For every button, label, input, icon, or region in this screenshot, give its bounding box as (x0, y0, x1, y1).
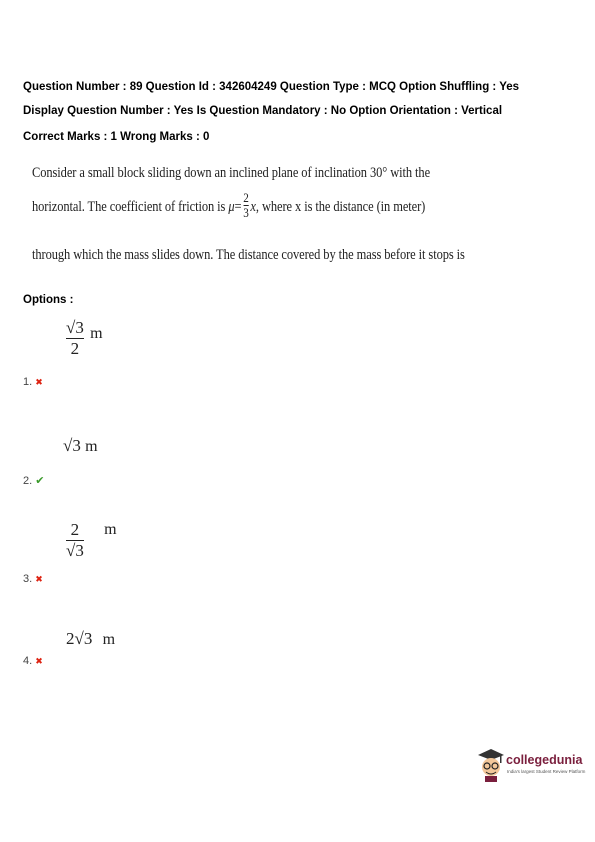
question-line-2-end: , where x is the distance (in meter) (255, 198, 426, 215)
friction-fraction (243, 191, 249, 220)
mu-symbol: μ (228, 198, 235, 215)
question-meta-line-2: Display Question Number : Yes Is Question Mandatory : No Option Orientation : Vertical (23, 105, 503, 117)
equals-sign: = (234, 198, 242, 215)
option-3-number: 3. (23, 573, 33, 585)
option-1-number: 1. (23, 376, 33, 388)
option-1-value (64, 318, 103, 359)
option-4-value (66, 629, 115, 649)
option-1-fraction (66, 318, 84, 359)
collegedunia-logo (476, 745, 586, 785)
option-1-label (23, 376, 43, 388)
correct-check-icon: ✔ (35, 475, 45, 487)
logo-tagline: India's largest Student Review Platform (507, 769, 586, 774)
option-2-number: 2. (23, 475, 33, 487)
option-3-label (23, 573, 43, 585)
logo-name: collegedunia (506, 753, 583, 767)
option-3-value (64, 520, 117, 561)
wrong-x-icon: ✖ (35, 574, 43, 584)
question-meta-line-1: Question Number : 89 Question Id : 342604249 Question Type : MCQ Option Shuffling : Yes (23, 81, 520, 93)
option-2-text: √3 (63, 436, 81, 455)
wrong-x-icon: ✖ (35, 656, 43, 666)
option-3-denominator: √3 (66, 541, 84, 560)
wrong-x-icon: ✖ (35, 377, 43, 387)
option-2-unit: m (85, 438, 98, 455)
graduate-mascot-icon (476, 745, 506, 783)
option-1-numerator: √3 (66, 318, 84, 337)
fraction-numerator: 2 (243, 190, 249, 205)
option-1-unit: m (90, 325, 103, 343)
option-2-label (23, 474, 44, 487)
question-line-3: through which the mass slides down. The distance covered by the mass before it stops is (32, 247, 465, 263)
options-heading: Options : (23, 294, 74, 306)
option-4-number: 4. (23, 655, 33, 667)
option-3-numerator: 2 (70, 520, 80, 539)
variable-x: x (250, 198, 256, 215)
question-line-1: Consider a small block sliding down an inclined plane of inclination 30° with the (32, 165, 431, 181)
fraction-denominator: 3 (243, 205, 249, 220)
option-3-unit: m (104, 521, 117, 539)
option-1-denominator: 2 (70, 339, 80, 358)
option-2-value (63, 436, 98, 456)
question-marks: Correct Marks : 1 Wrong Marks : 0 (23, 131, 210, 143)
option-4-text: 2√3 (66, 629, 93, 648)
question-line-2 (32, 190, 426, 222)
option-4-unit: m (102, 631, 116, 648)
question-line-2-start: horizontal. The coefficient of friction is (32, 198, 226, 215)
option-3-fraction (66, 520, 84, 561)
option-4-label (23, 655, 43, 667)
